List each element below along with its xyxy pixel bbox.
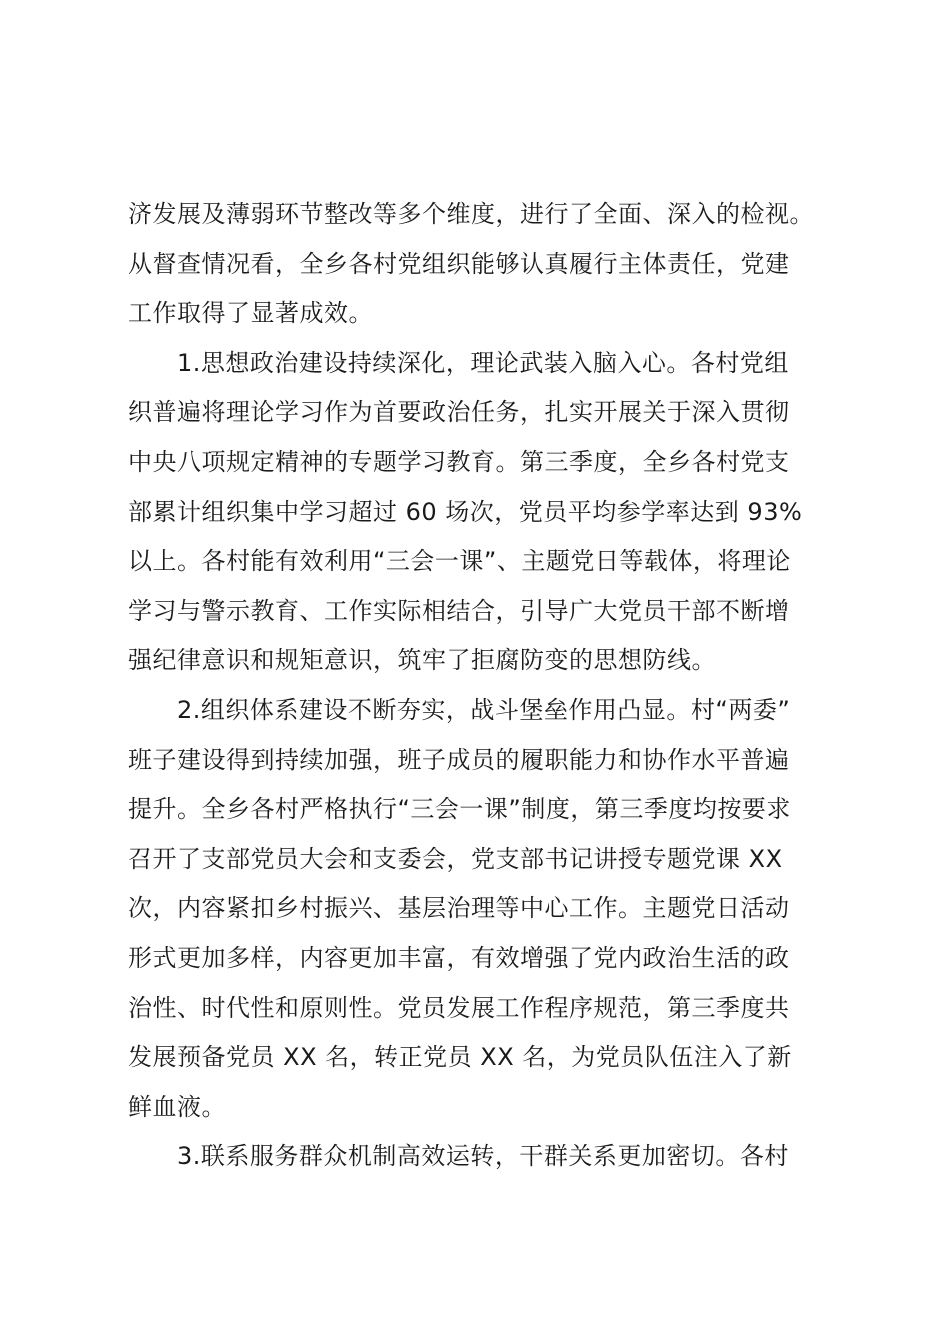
- text-line: 发展预备党员 XX 名，转正党员 XX 名，为党员队伍注入了新: [128, 1043, 792, 1072]
- text-line: 3.联系服务群众机制高效运转，干群关系更加密切。各村: [128, 1142, 789, 1171]
- text-line: 以上。各村能有效利用“三会一课”、主题党日等载体，将理论: [128, 547, 791, 576]
- text-line: 2.组织体系建设不断夯实，战斗堡垒作用凸显。村“两委”: [128, 695, 791, 724]
- paragraph-point-2: [128, 686, 838, 1132]
- paragraph-point-3: [128, 1132, 838, 1182]
- text-line: 鲜血液。: [128, 1092, 226, 1121]
- text-line: 中央八项规定精神的专题学习教育。第三季度，全乡各村党支: [128, 447, 790, 476]
- text-line: 济发展及薄弱环节整改等多个维度，进行了全面、深入的检视。: [128, 200, 814, 228]
- text-line: 织普遍将理论学习作为首要政治任务，扎实开展关于深入贯彻: [128, 398, 790, 427]
- text-line: 从督查情况看，全乡各村党组织能够认真履行主体责任，党建: [128, 249, 790, 278]
- text-line: 形式更加多样，内容更加丰富，有效增强了党内政治生活的政: [128, 943, 790, 972]
- text-line: 强纪律意识和规矩意识，筑牢了拒腐防变的思想防线。: [128, 646, 716, 675]
- text-line: 提升。全乡各村严格执行“三会一课”制度，第三季度均按要求: [128, 795, 791, 824]
- paragraph-intro-continuation: [128, 190, 838, 339]
- paragraph-point-1: [128, 339, 838, 686]
- text-line: 班子建设得到持续加强，班子成员的履职能力和协作水平普遍: [128, 745, 790, 774]
- text-line: 治性、时代性和原则性。党员发展工作程序规范，第三季度共: [128, 993, 790, 1022]
- text-line: 1.思想政治建设持续深化，理论武装入脑入心。各村党组: [128, 348, 789, 377]
- text-line: 部累计组织集中学习超过 60 场次，党员平均参学率达到 93%: [128, 497, 803, 526]
- text-line: 学习与警示教育、工作实际相结合，引导广大党员干部不断增: [128, 596, 790, 625]
- text-line: 召开了支部党员大会和支委会，党支部书记讲授专题党课 XX: [128, 844, 783, 873]
- document-body: [128, 190, 838, 1182]
- text-line: 次，内容紧扣乡村振兴、基层治理等中心工作。主题党日活动: [128, 894, 790, 923]
- text-line: 工作取得了显著成效。: [128, 299, 373, 328]
